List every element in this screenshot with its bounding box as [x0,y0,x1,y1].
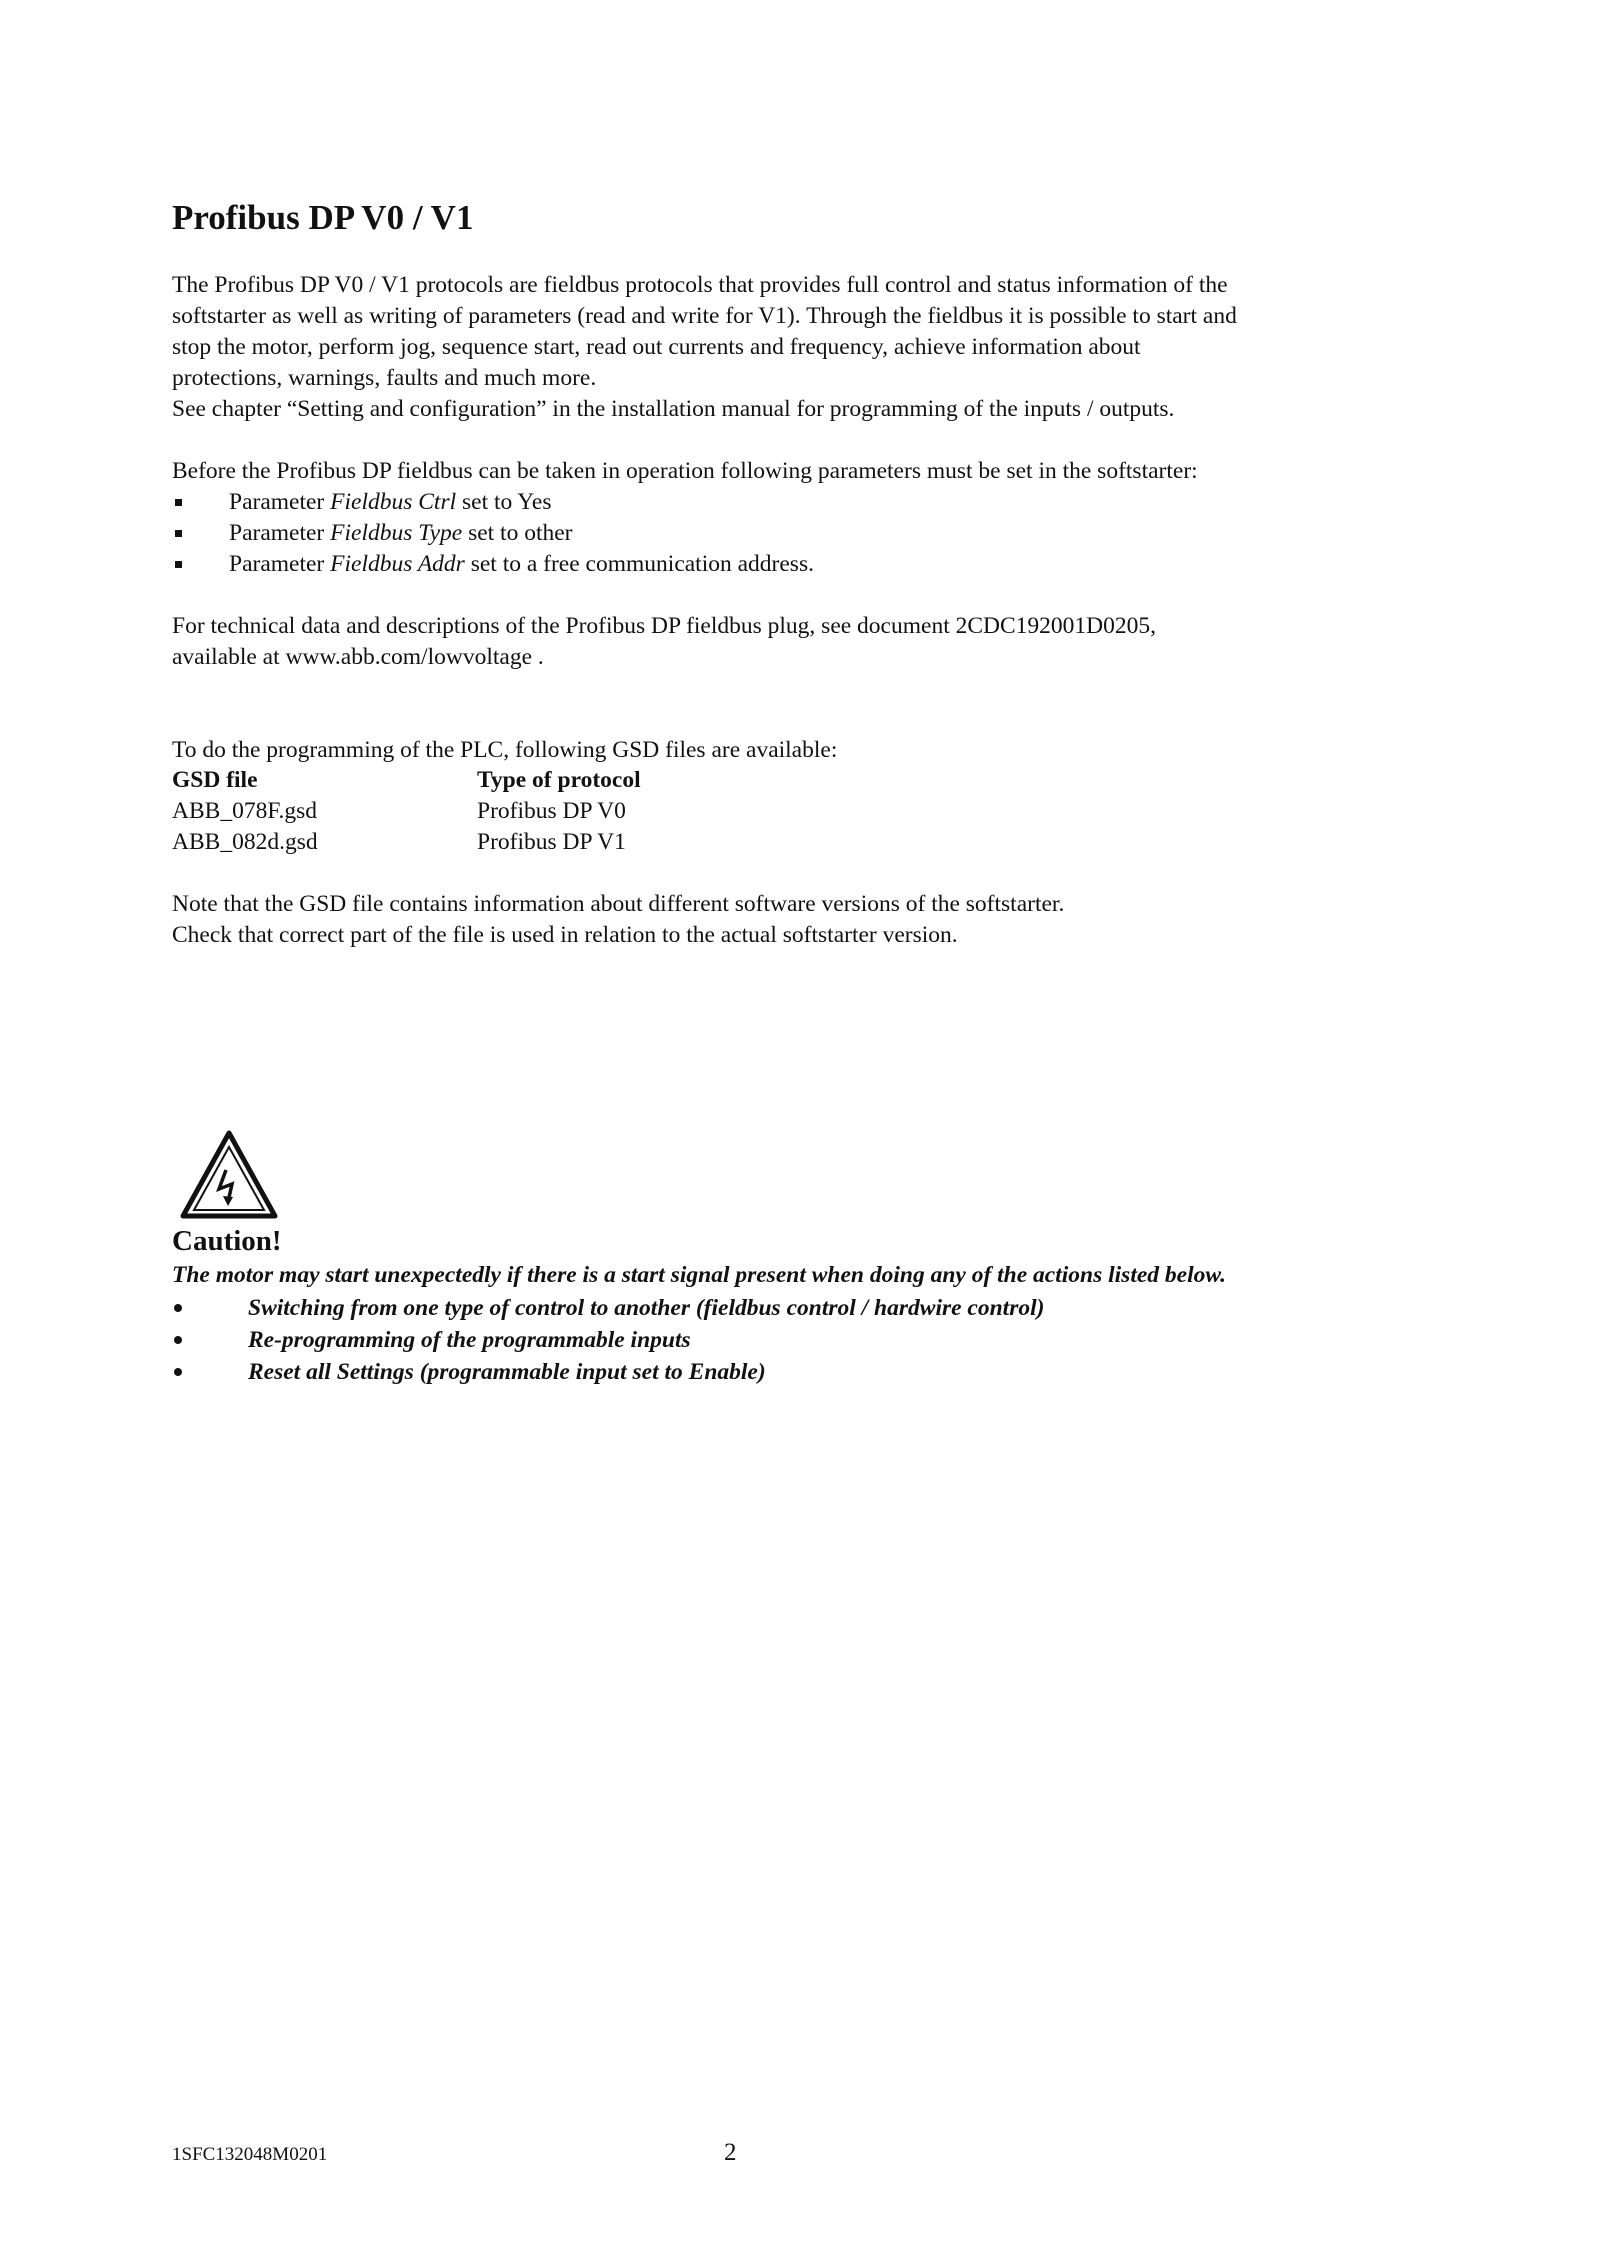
column-header: Type of protocol [477,767,641,793]
square-bullet-icon [175,530,182,537]
intro-line: softstarter as well as writing of parameters (read and write for V1). Through the fieldbus it is possible to start and [172,303,1237,329]
parameter-name: Fieldbus Type [330,520,463,546]
list-item: Reset all Settings (programmable input set to Enable) [172,1356,1044,1388]
square-bullet-icon [175,561,182,568]
caution-title: Caution! [172,1225,282,1257]
round-bullet-icon [174,1304,182,1312]
gsd-intro: To do the programming of the PLC, following GSD files are available: [172,737,838,763]
list-item: Parameter Fieldbus Type set to other [172,518,814,549]
intro-line: The Profibus DP V0 / V1 protocols are fieldbus protocols that provides full control and status information of the [172,272,1228,298]
parameter-list [172,487,814,580]
techdata-line: available at www.abb.com/lowvoltage . [172,644,544,670]
page-title: Profibus DP V0 / V1 [172,198,474,237]
column-header: GSD file [172,767,258,793]
techdata-line: For technical data and descriptions of the Profibus DP fieldbus plug, see document 2CDC192001D0205, [172,613,1157,639]
intro-line: stop the motor, perform jog, sequence start, read out currents and frequency, achieve information about [172,334,1141,360]
square-bullet-icon [175,499,182,506]
page-number: 2 [724,2139,737,2166]
round-bullet-icon [174,1368,182,1376]
parameters-intro: Before the Profibus DP fieldbus can be taken in operation following parameters must be set in the softstarter: [172,458,1198,484]
technical-data-paragraph [172,611,1156,673]
list-item: Parameter Fieldbus Addr set to a free communication address. [172,549,814,580]
note-line: Note that the GSD file contains information about different software versions of the softstarter. [172,891,1065,917]
table-row [172,827,641,858]
table-cell: ABB_078F.gsd [172,798,318,824]
intro-line: See chapter “Setting and configuration” in the installation manual for programming of the inputs / outputs. [172,396,1175,422]
gsd-files-table [172,765,641,858]
caution-text: The motor may start unexpectedly if there is a start signal present when doing any of the actions listed below. [172,1262,1227,1288]
caution-list [172,1292,1044,1388]
document-id: 1SFC132048M0201 [172,2144,328,2165]
parameter-name: Fieldbus Addr [330,551,465,577]
list-item: Re-programming of the programmable inputs [172,1324,1044,1356]
round-bullet-icon [174,1336,182,1344]
note-paragraph [172,889,1064,951]
table-cell: Profibus DP V0 [477,798,626,824]
intro-paragraph [172,270,1237,425]
list-item: Parameter Fieldbus Ctrl set to Yes [172,487,814,518]
high-voltage-warning-icon [180,1130,278,1220]
table-row [172,796,641,827]
table-cell: ABB_082d.gsd [172,829,318,855]
note-line: Check that correct part of the file is used in relation to the actual softstarter version. [172,922,958,948]
intro-line: protections, warnings, faults and much more. [172,365,597,391]
table-header-row [172,765,641,796]
list-item: Switching from one type of control to another (fieldbus control / hardwire control) [172,1292,1044,1324]
parameter-name: Fieldbus Ctrl [330,489,457,515]
table-cell: Profibus DP V1 [477,829,626,855]
